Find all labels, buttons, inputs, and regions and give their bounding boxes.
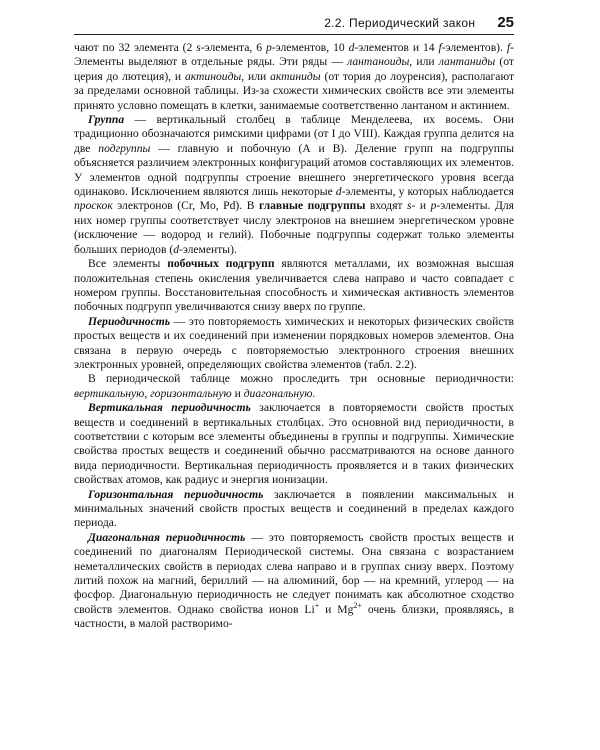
text: являются металлами, их возможная высшая положительная степень окисления увеличивается слева направо и часто совпадает с номером группы. Восстановительная способность и химическая активность элементов побочных подгрупп увеличиваются снизу вверх по группе. bbox=[74, 257, 514, 314]
italic-text: p bbox=[266, 41, 272, 54]
italic-text: d bbox=[335, 185, 342, 199]
text: -элементов, 10 bbox=[271, 41, 349, 54]
text: чают по 32 элемента (2 bbox=[74, 41, 197, 54]
paragraph-periodicity bbox=[74, 315, 514, 373]
italic-text: вертикальную, горизонтальную bbox=[74, 386, 232, 400]
text: — главную и побочную (А и В). Деление групп на подгруппы объясняется различием электронных конфигураций атомов составляющих их элементов. У элементов одной подгруппы строение внешнего энергетического уровня всегда одинаково. Исключением являются лишь некоторые bbox=[74, 141, 514, 199]
term-heading: Диагональная периодичность bbox=[88, 530, 246, 544]
superscript: + bbox=[314, 600, 320, 610]
text: заключается в появлении максимальных и минимальных значений свойств простых веществ и соединений в пределах каждого периода. bbox=[74, 487, 514, 530]
page-body bbox=[74, 41, 514, 632]
text: -элементов и 14 bbox=[354, 41, 439, 54]
text: (от тория до лоуренсия), располагают за пределами основной таблицы. Из-за схожести химических свойств все эти элементы принято условно помещать в клетки, занимаемые соответственно лантаном и актинием. bbox=[74, 69, 515, 112]
text: -элементы). bbox=[178, 242, 237, 256]
paragraph-side-subgroups bbox=[74, 257, 514, 315]
bold-text: побочных подгрупп bbox=[167, 257, 275, 271]
text: . bbox=[312, 386, 316, 400]
italic-text: p bbox=[430, 199, 437, 213]
term-heading: Группа bbox=[88, 113, 125, 127]
paragraph-horizontal bbox=[74, 488, 514, 531]
text: (от церия до лютеция), и bbox=[74, 55, 514, 83]
italic-text: d bbox=[173, 242, 179, 256]
text: , или bbox=[241, 69, 271, 83]
superscript: 2+ bbox=[353, 600, 362, 610]
paragraph-three-periodicities bbox=[74, 372, 514, 401]
text: заключается в повторяемости свойств простых веществ и соединений в вертикальных столбцах. Это основной вид периодичности, в соответствии с которым все элементы объединены в группы и подгруппы. Химические свойства простых веществ и соединений обычно рассматриваются на основе данного вида периодичности. Вертикальная периодичность проявляется и в таких физических свойствах атомов, как радиус и энергия ионизации. bbox=[74, 401, 514, 487]
paragraph-f-elements bbox=[74, 41, 514, 113]
text: -элементы, у которых наблюдается bbox=[341, 185, 514, 199]
text: — это повторяемость химических и некоторых физических свойств простых веществ и их соединений при изменении порядковых номеров элементов. Она связана в первую очередь с повторяемостью электронного строения внешних электронных уровней, определяющих свойства элементов (табл. 2.2). bbox=[74, 314, 514, 371]
bold-text: главные подгруппы bbox=[258, 199, 366, 213]
term-heading: Периодичность bbox=[88, 314, 171, 328]
term-heading: Вертикальная периодичность bbox=[88, 401, 251, 415]
paragraph-diagonal bbox=[74, 531, 514, 632]
text: — это повторяемость свойств простых веществ и соединений по диагоналям Периодической системы. Она связана с возрастанием неметаллических свойств в периодах слева направо и в группах снизу вверх. Поэтому литий похож на магний, бериллий — на алюминий, бор — на кремний, углерод — на фосфор. Диагональную периодичность не следует понимать как абсолютное сходство свойств элементов. Однако свойства ионов Li bbox=[74, 530, 514, 616]
running-header bbox=[74, 14, 514, 35]
italic-text: f bbox=[506, 41, 511, 54]
book-page bbox=[74, 14, 514, 632]
text: Все элементы bbox=[88, 257, 168, 271]
italic-text: актиноиды bbox=[184, 69, 242, 83]
italic-text: s bbox=[407, 199, 412, 213]
text: электронов (Cr, Mo, Pd). В bbox=[112, 199, 259, 213]
paragraph-group bbox=[74, 113, 514, 257]
text: -Элементы выделяют в отдельные ряды. Эти ряды — bbox=[74, 41, 514, 69]
italic-text: актиниды bbox=[270, 69, 321, 83]
text: и bbox=[231, 386, 244, 400]
italic-text: диагональную bbox=[243, 386, 313, 400]
text: — вертикальный столбец в таблице Менделеева, их восемь. Они традиционно обозначаются римскими цифрами (от I до VIII). Каждая группа делится на две bbox=[74, 113, 514, 155]
text: -элементов). bbox=[441, 41, 507, 54]
text: - и bbox=[411, 199, 431, 213]
text: -элемента, 6 bbox=[200, 41, 267, 54]
text: , или bbox=[409, 55, 439, 69]
italic-text: s bbox=[196, 41, 201, 54]
term-heading: Горизонтальная периодичность bbox=[88, 487, 264, 501]
italic-text: f bbox=[438, 41, 442, 54]
italic-text: d bbox=[348, 41, 355, 54]
text: -элементы. Для них номер группы соответствует числу электронов на внешнем энергетическом уровне (исключение — водород и гелий). Побочные подгруппы содержат только элементы больших периодов ( bbox=[74, 199, 514, 256]
italic-text: лантаниды bbox=[438, 55, 496, 69]
section-title: 2.2. Периодический закон bbox=[324, 16, 476, 30]
text: и Mg bbox=[319, 602, 354, 616]
italic-text: лантаноиды bbox=[347, 55, 410, 69]
text: В периодической таблице можно проследить три основные периодичности: bbox=[88, 372, 514, 386]
text: очень близки, проявляясь, в частности, в малой растворимо- bbox=[74, 602, 515, 631]
text: входят bbox=[365, 199, 408, 213]
paragraph-vertical bbox=[74, 401, 514, 487]
italic-text: подгруппы bbox=[98, 141, 151, 155]
page-number: 25 bbox=[497, 14, 514, 31]
italic-text: проскок bbox=[74, 199, 113, 213]
